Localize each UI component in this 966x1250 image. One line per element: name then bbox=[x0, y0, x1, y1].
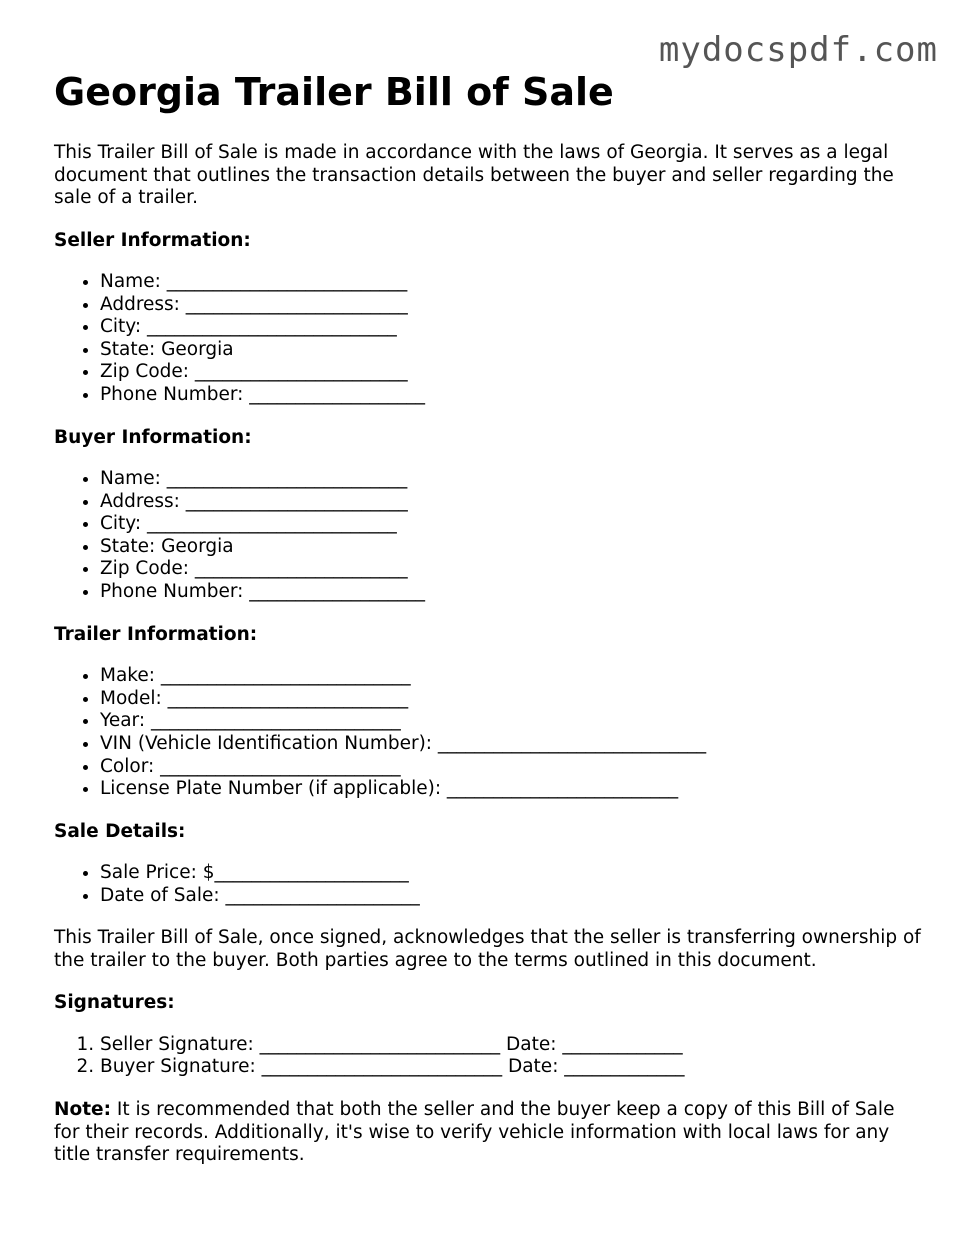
buyer-zip-field: • Zip Code: _______________________ bbox=[100, 558, 924, 581]
signatures-heading: Signatures: bbox=[54, 992, 175, 1014]
trailer-color-field: • Color: __________________________ bbox=[100, 756, 924, 779]
seller-heading: Seller Information: bbox=[54, 229, 251, 251]
signatures-list bbox=[54, 1034, 924, 1079]
trailer-plate-field: • License Plate Number (if applicable): _________________________ bbox=[100, 778, 924, 801]
buyer-heading: Buyer Information: bbox=[54, 426, 252, 448]
trailer-year-field: • Year: ___________________________ bbox=[100, 710, 924, 733]
seller-zip-field: • Zip Code: _______________________ bbox=[100, 361, 924, 384]
note-text: It is recommended that both the seller and the buyer keep a copy of this Bill of Sale for their records. Additionally, it's wise to verify vehicle information with local laws for any title transfer requirements. bbox=[54, 1099, 895, 1166]
trailer-list bbox=[54, 665, 924, 801]
trailer-heading: Trailer Information: bbox=[54, 623, 258, 645]
closing-paragraph: This Trailer Bill of Sale, once signed, acknowledges that the seller is transferring ownership of the trailer to the buyer. Both parties agree to the terms outlined in this document. bbox=[54, 927, 921, 971]
document-page bbox=[54, 70, 924, 1167]
sale-price-field: • Sale Price: $_____________________ bbox=[100, 862, 924, 885]
watermark: mydocspdf.com bbox=[658, 30, 938, 70]
buyer-city-field: • City: ___________________________ bbox=[100, 513, 924, 536]
sale-list bbox=[54, 862, 924, 907]
buyer-state-field: • State: Georgia bbox=[100, 536, 924, 559]
seller-state-field: • State: Georgia bbox=[100, 339, 924, 362]
seller-phone-field: • Phone Number: ___________________ bbox=[100, 384, 924, 407]
seller-signature-line: 1. Seller Signature: __________________________ Date: _____________ bbox=[100, 1034, 924, 1057]
page-title: Georgia Trailer Bill of Sale bbox=[54, 70, 614, 114]
intro-paragraph: This Trailer Bill of Sale is made in accordance with the laws of Georgia. It serves as a legal document that outlines the transaction details between the buyer and seller regarding the sale of a trailer. bbox=[54, 142, 894, 208]
note-label: Note: bbox=[54, 1099, 111, 1121]
buyer-list bbox=[54, 468, 924, 604]
seller-city-field: • City: ___________________________ bbox=[100, 316, 924, 339]
seller-address-field: • Address: ________________________ bbox=[100, 294, 924, 317]
seller-list bbox=[54, 271, 924, 407]
sale-heading: Sale Details: bbox=[54, 820, 186, 842]
buyer-phone-field: • Phone Number: ___________________ bbox=[100, 581, 924, 604]
trailer-vin-field: • VIN (Vehicle Identification Number): _____________________________ bbox=[100, 733, 924, 756]
buyer-signature-line: 2. Buyer Signature: __________________________ Date: _____________ bbox=[100, 1056, 924, 1079]
buyer-address-field: • Address: ________________________ bbox=[100, 491, 924, 514]
trailer-model-field: • Model: __________________________ bbox=[100, 688, 924, 711]
trailer-make-field: • Make: ___________________________ bbox=[100, 665, 924, 688]
sale-date-field: • Date of Sale: _____________________ bbox=[100, 885, 924, 908]
buyer-name-field: • Name: __________________________ bbox=[100, 468, 924, 491]
seller-name-field: • Name: __________________________ bbox=[100, 271, 924, 294]
note-paragraph bbox=[54, 1099, 924, 1167]
